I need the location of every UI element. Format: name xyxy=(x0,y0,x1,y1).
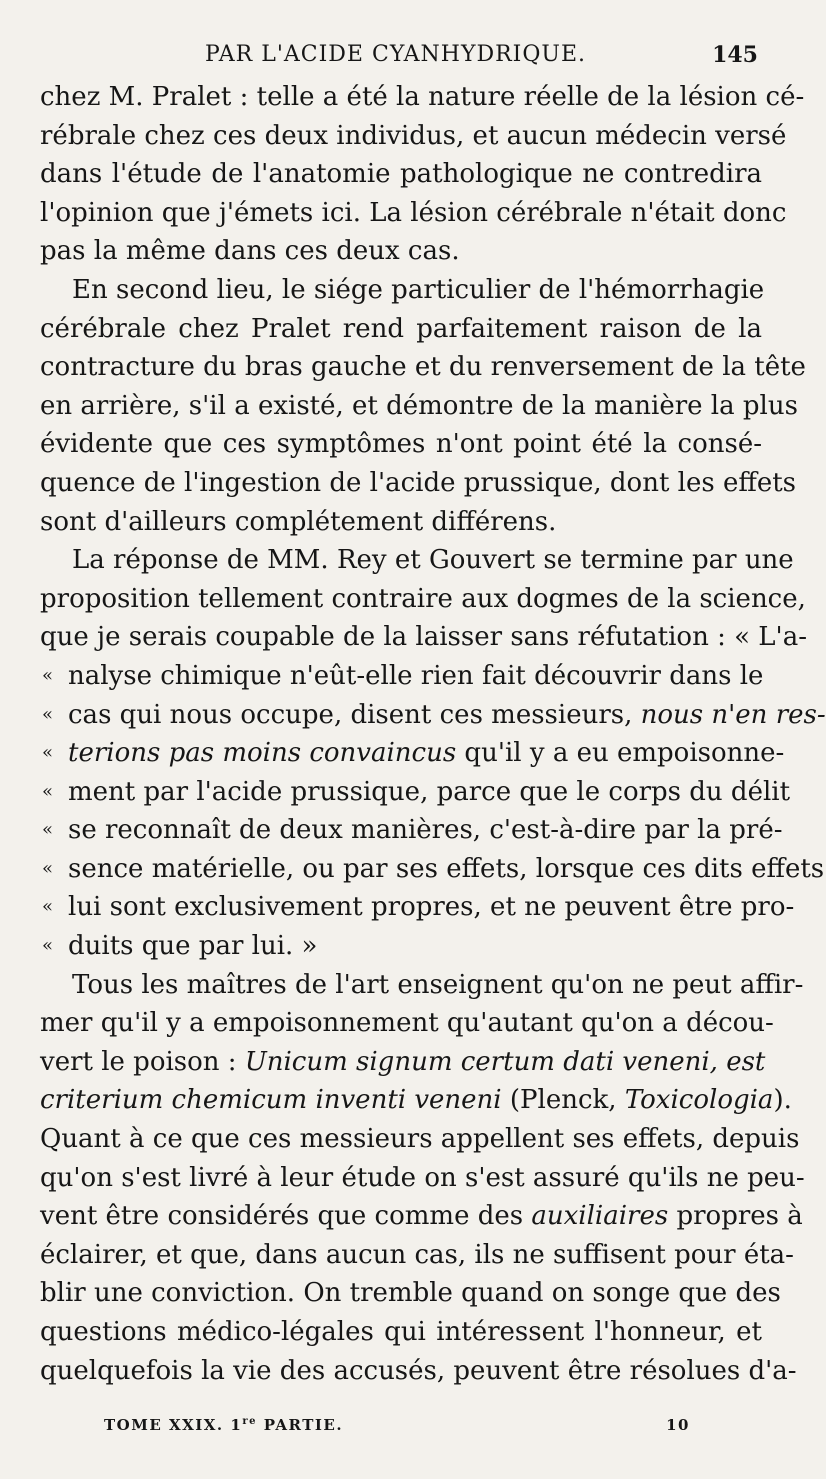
text-line: que je serais coupable de la laisser sans réfutation : « L'a- xyxy=(40,622,807,653)
text-line: vent être considérés que comme des auxiliaires propres à xyxy=(40,1201,803,1232)
text-line: proposition tellement contraire aux dogmes de la science, xyxy=(40,583,806,614)
text-line: éclairer, et que, dans aucun cas, ils ne suffisent pour éta- xyxy=(40,1239,794,1270)
quoted-line: « nalyse chimique n'eût-elle rien fait découvrir dans le xyxy=(40,657,762,696)
quote-mark: « xyxy=(42,703,54,725)
text-line: quence de l'ingestion de l'acide prussique, dont les effets xyxy=(40,467,797,498)
quoted-line: « terions pas moins convaincus qu'il y a eu empoisonne- xyxy=(40,734,762,773)
text-line: contracture du bras gauche et du renversement de la tête xyxy=(40,352,806,383)
text-line: mer qu'il y a empoisonnement qu'autant qu'on a décou- xyxy=(40,1008,774,1039)
text-line: blir une conviction. On tremble quand on songe que des xyxy=(40,1278,781,1309)
quote-mark: « xyxy=(42,819,54,841)
text-line: Quant à ce que ces messieurs appellent ses effets, depuis xyxy=(40,1124,800,1155)
quoted-line: « se reconnaît de deux manières, c'est-à-dire par la pré- xyxy=(40,811,762,850)
paragraph-start-line: En second lieu, le siége particulier de l'hémorrhagie xyxy=(72,274,765,305)
quoted-line: « duits que par lui. » xyxy=(40,927,762,966)
text-line: l'opinion que j'émets ici. La lésion cérébrale n'était donc xyxy=(40,197,787,228)
quote-mark: « xyxy=(42,742,54,764)
text-line: criterium chemicum inventi veneni (Plenck, Toxicologia). xyxy=(40,1085,792,1116)
volume-signature: TOME XXIX. 1re PARTIE. xyxy=(104,1416,344,1434)
sheet-signature: 10 xyxy=(666,1416,690,1434)
quoted-line: « lui sont exclusivement propres, et ne peuvent être pro- xyxy=(40,888,762,927)
quoted-line: « cas qui nous occupe, disent ces messieurs, nous n'en res- xyxy=(40,696,762,735)
body-text xyxy=(40,78,826,1390)
quoted-line: « sence matérielle, ou par ses effets, lorsque ces dits effets xyxy=(40,850,762,889)
paragraph-start-line: Tous les maîtres de l'art enseignent qu'on ne peut affir- xyxy=(72,969,804,1000)
running-head xyxy=(0,38,800,74)
paragraph-start-line: La réponse de MM. Rey et Gouvert se termine par une xyxy=(72,545,794,576)
text-line: dans l'étude de l'anatomie pathologique ne contredira xyxy=(40,159,762,190)
text-line: pas la même dans ces deux cas. xyxy=(40,236,460,267)
quote-mark: « xyxy=(42,780,54,802)
text-line: cérébrale chez Pralet rend parfaitement raison de la xyxy=(40,313,762,344)
text-line: chez M. Pralet : telle a été la nature réelle de la lésion cé- xyxy=(40,82,805,112)
quote-mark: « xyxy=(42,857,54,879)
quote-mark: « xyxy=(42,664,54,686)
text-line: qu'on s'est livré à leur étude on s'est assuré qu'ils ne peu- xyxy=(40,1162,805,1193)
text-line: rébrale chez ces deux individus, et aucun médecin versé xyxy=(40,120,787,151)
text-line: en arrière, s'il a existé, et démontre de la manière la plus xyxy=(40,390,798,421)
text-line: vert le poison : Unicum signum certum dati veneni, est xyxy=(40,1046,766,1077)
page-number: 145 xyxy=(712,42,758,68)
page-footer xyxy=(0,1416,800,1446)
quoted-line: « ment par l'acide prussique, parce que le corps du délit xyxy=(40,773,762,812)
running-title: PAR L'ACIDE CYANHYDRIQUE. xyxy=(205,42,587,67)
text-line: sont d'ailleurs complétement différens. xyxy=(40,506,557,537)
quote-mark: « xyxy=(42,896,54,918)
text-line: quelquefois la vie des accusés, peuvent être résolues d'a- xyxy=(40,1355,797,1386)
quote-mark: « xyxy=(42,935,54,957)
text-line: évidente que ces symptômes n'ont point été la consé- xyxy=(40,429,762,460)
text-line: questions médico-légales qui intéressent l'honneur, et xyxy=(40,1317,762,1347)
